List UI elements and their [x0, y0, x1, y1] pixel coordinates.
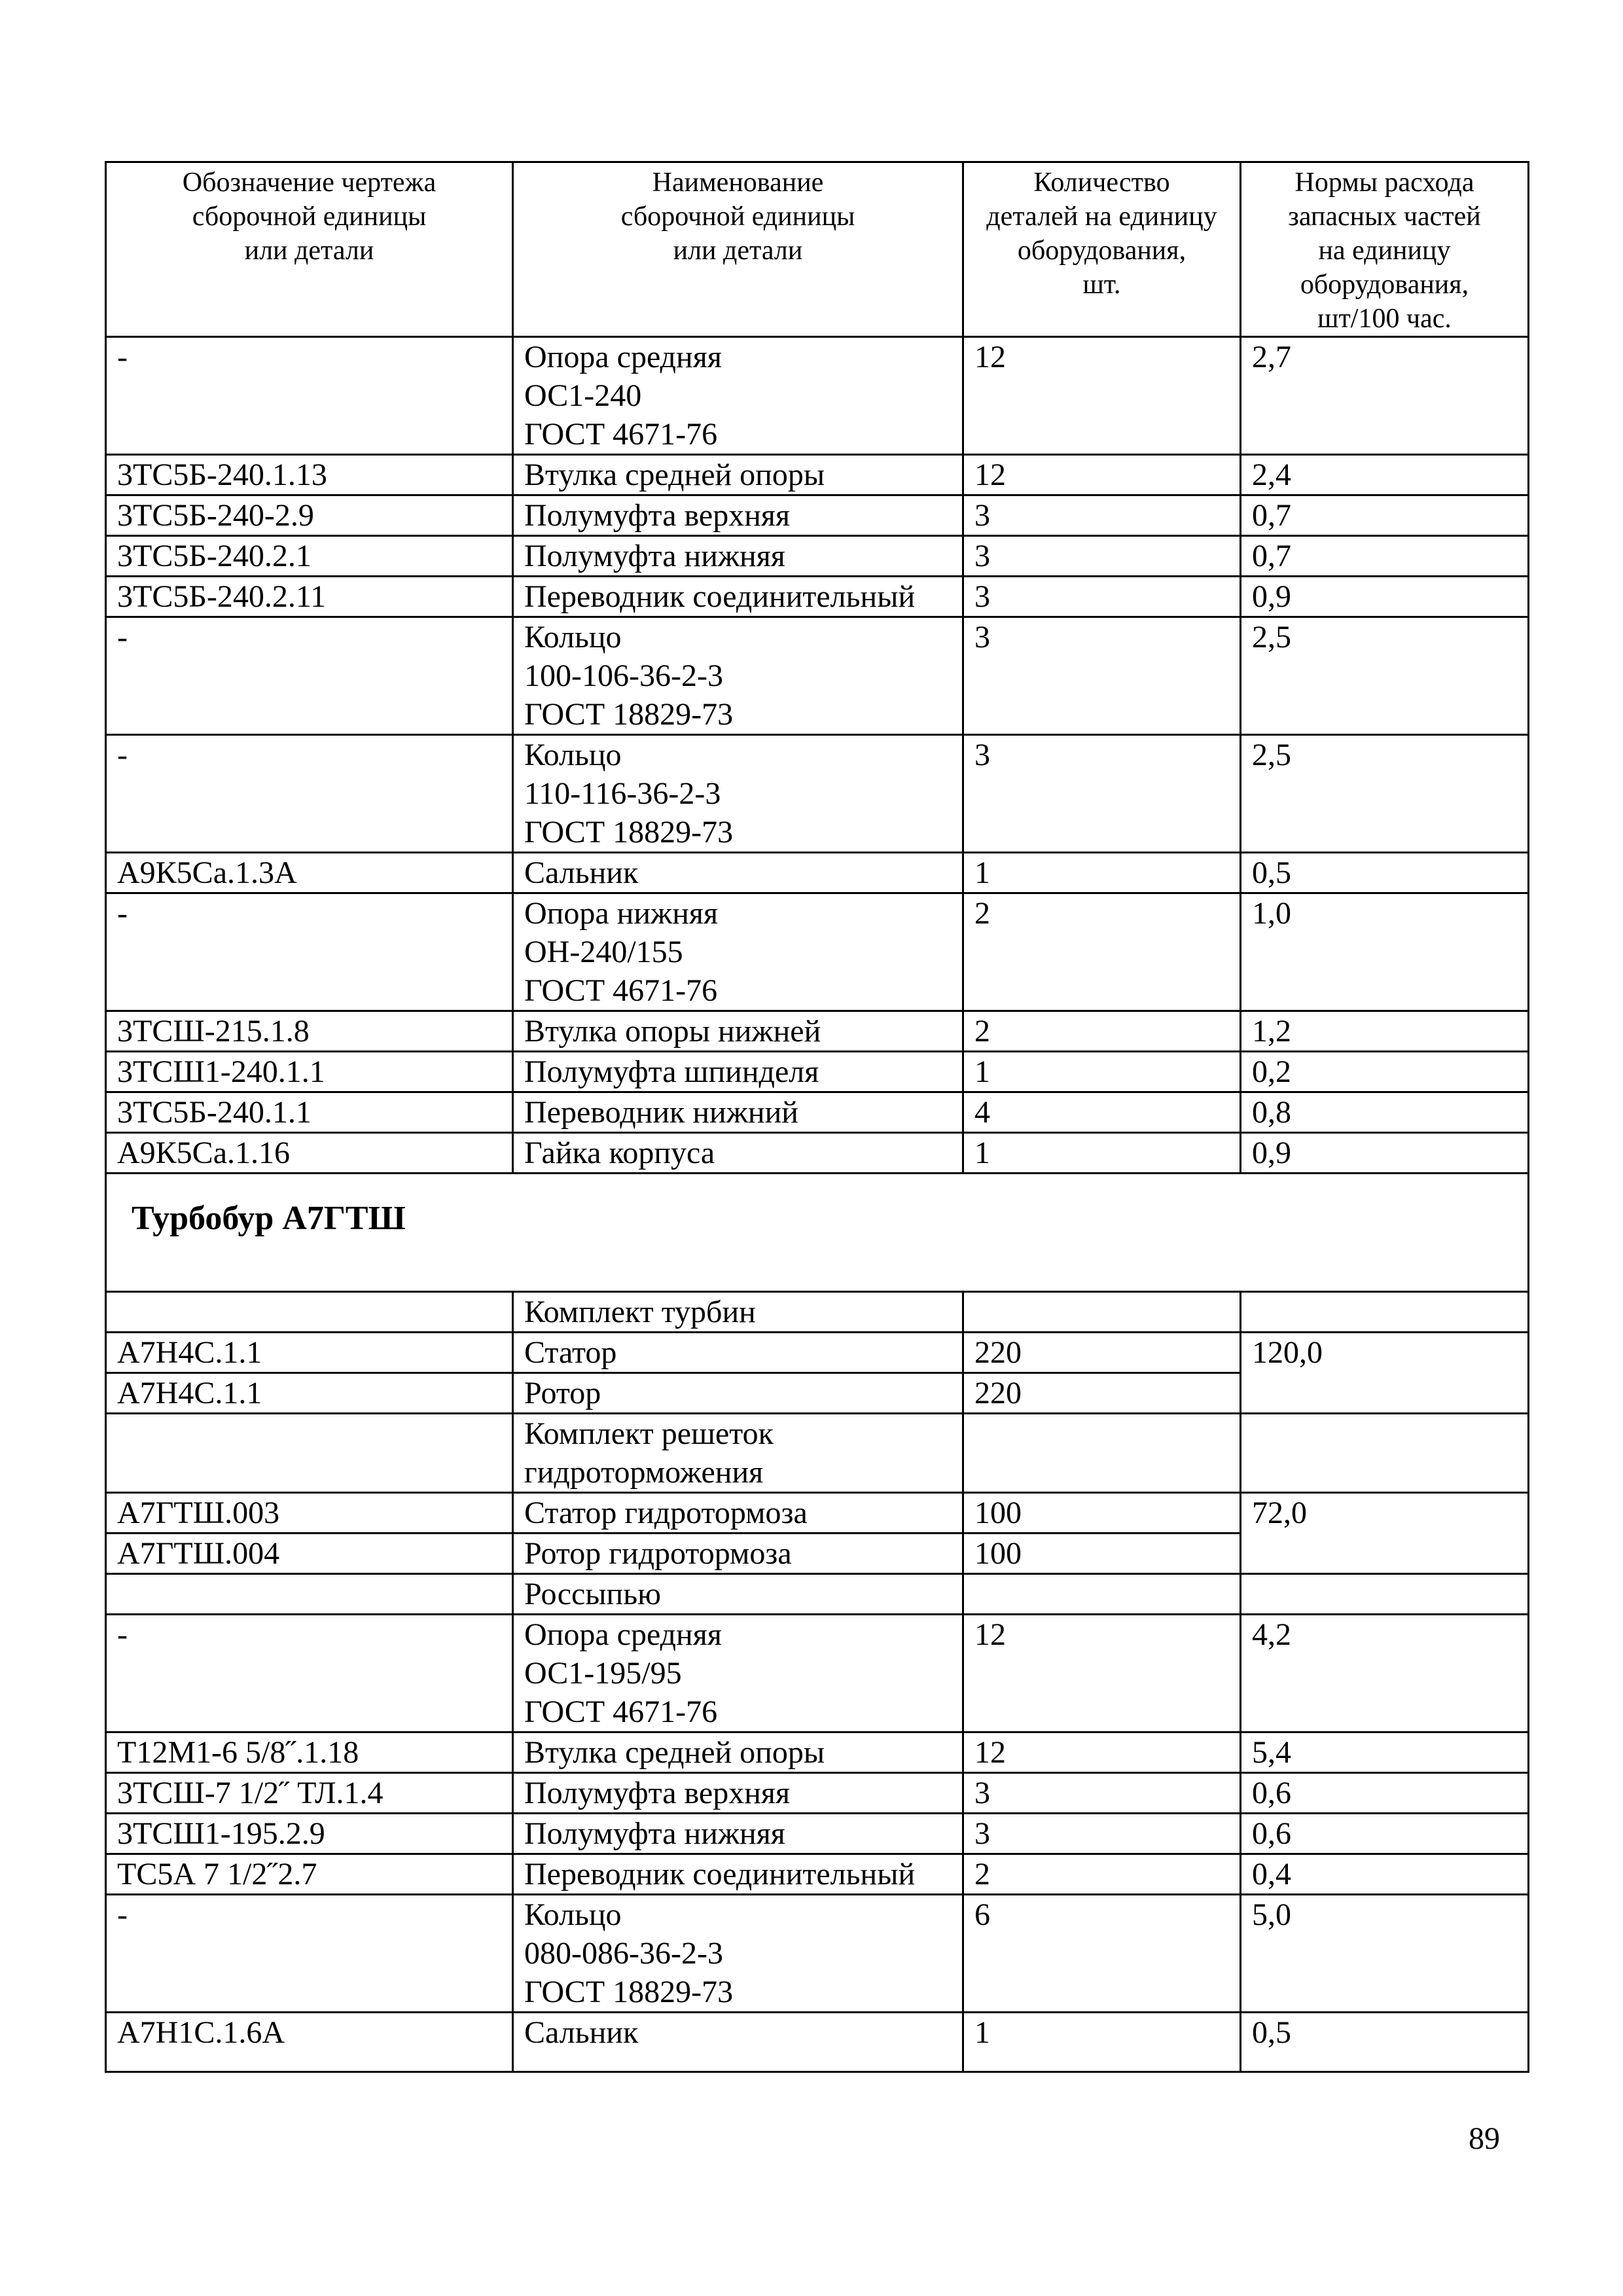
item-name-cell: Переводник соединительный — [513, 577, 963, 617]
table-row — [106, 1814, 1529, 1854]
section-1-rows — [106, 337, 1529, 1174]
drawing-code-cell: А7Н4С.1.1 — [106, 1333, 513, 1373]
item-name-cell: Опора нижняя ОН-240/155 ГОСТ 4671-76 — [513, 893, 963, 1011]
item-name-cell: Опора средняя ОС1-195/95 ГОСТ 4671-76 — [513, 1615, 963, 1732]
table-row — [106, 735, 1529, 853]
item-name-cell: Втулка средней опоры — [513, 455, 963, 495]
table-row — [106, 1732, 1529, 1773]
quantity-cell: 220 — [963, 1373, 1241, 1414]
drawing-code-cell: 3ТСШ1-195.2.9 — [106, 1814, 513, 1854]
table-row — [106, 577, 1529, 617]
norm-cell: 2,5 — [1241, 735, 1529, 853]
item-name-cell: Опора средняя ОС1-240 ГОСТ 4671-76 — [513, 337, 963, 455]
item-name-cell: Переводник нижний — [513, 1092, 963, 1133]
item-name-cell: Кольцо 110-116-36-2-3 ГОСТ 18829-73 — [513, 735, 963, 853]
quantity-cell: 6 — [963, 1895, 1241, 2013]
quantity-cell: 2 — [963, 1854, 1241, 1895]
norm-cell: 0,4 — [1241, 1854, 1529, 1895]
table-row — [106, 893, 1529, 1011]
quantity-cell: 3 — [963, 617, 1241, 735]
drawing-code-cell: 3ТСШ-215.1.8 — [106, 1011, 513, 1052]
drawing-code-cell: 3ТС5Б-240-2.9 — [106, 495, 513, 536]
drawing-code-cell: - — [106, 735, 513, 853]
group-row-turbines — [106, 1292, 1529, 1333]
table-row — [106, 1773, 1529, 1814]
norm-cell: 0,5 — [1241, 853, 1529, 893]
item-name-cell: Кольцо 080-086-36-2-3 ГОСТ 18829-73 — [513, 1895, 963, 2013]
table-row — [106, 1895, 1529, 2013]
norm-cell: 1,2 — [1241, 1011, 1529, 1052]
table-row — [106, 1133, 1529, 1174]
norm-cell: 1,0 — [1241, 893, 1529, 1011]
item-name-cell: Переводник соединительный — [513, 1854, 963, 1895]
drawing-code-cell: - — [106, 1895, 513, 2013]
norm-cell: 0,5 — [1241, 2013, 1529, 2072]
table-row — [106, 1052, 1529, 1092]
quantity-cell: 100 — [963, 1534, 1241, 1574]
drawing-code-cell: 3ТСШ-7 1/2˝ ТЛ.1.4 — [106, 1773, 513, 1814]
norm-cell: 120,0 — [1241, 1333, 1529, 1414]
table-row — [106, 1333, 1529, 1373]
norm-cell: 0,7 — [1241, 495, 1529, 536]
header-consumption-norm: Нормы расхода запасных частей на единицу оборудования, шт/100 час. — [1241, 162, 1529, 337]
norm-cell: 2,4 — [1241, 455, 1529, 495]
quantity-cell: 4 — [963, 1092, 1241, 1133]
drawing-code-cell: А9К5Са.1.3А — [106, 853, 513, 893]
norm-cell: 72,0 — [1241, 1493, 1529, 1574]
drawing-code-cell: А7Н4С.1.1 — [106, 1373, 513, 1414]
drawing-code-cell: А9К5Са.1.16 — [106, 1133, 513, 1174]
quantity-cell: 12 — [963, 1732, 1241, 1773]
drawing-code-cell: А7Н1С.1.6А — [106, 2013, 513, 2072]
norm-cell: 0,6 — [1241, 1773, 1529, 1814]
section-2-rows — [106, 1615, 1529, 2072]
item-name-cell: Втулка средней опоры — [513, 1732, 963, 1773]
quantity-cell: 12 — [963, 1615, 1241, 1732]
page-number: 89 — [1469, 2121, 1500, 2156]
table-row — [106, 1011, 1529, 1052]
item-name-cell: Полумуфта шпинделя — [513, 1052, 963, 1092]
drawing-code-cell: 3ТС5Б-240.2.1 — [106, 536, 513, 577]
item-name-cell: Кольцо 100-106-36-2-3 ГОСТ 18829-73 — [513, 617, 963, 735]
norm-cell: 0,9 — [1241, 1133, 1529, 1174]
section-2 — [106, 1174, 1529, 1615]
drawing-code-cell: ТС5А 7 1/2˝2.7 — [106, 1854, 513, 1895]
drawing-code-cell: Т12М1-6 5/8˝.1.18 — [106, 1732, 513, 1773]
table-row — [106, 455, 1529, 495]
norm-cell: 4,2 — [1241, 1615, 1529, 1732]
item-name-cell: Полумуфта нижняя — [513, 536, 963, 577]
drawing-code-cell: А7ГТШ.004 — [106, 1534, 513, 1574]
spare-parts-table — [105, 161, 1529, 2073]
header-row — [106, 162, 1529, 337]
drawing-code-cell: 3ТС5Б-240.1.1 — [106, 1092, 513, 1133]
quantity-cell: 1 — [963, 1052, 1241, 1092]
table-row — [106, 1092, 1529, 1133]
quantity-cell: 3 — [963, 1814, 1241, 1854]
item-name-cell: Полумуфта верхняя — [513, 495, 963, 536]
item-name-cell: Статор гидротормоза — [513, 1493, 963, 1534]
quantity-cell: 12 — [963, 337, 1241, 455]
table-row — [106, 853, 1529, 893]
norm-cell: 5,4 — [1241, 1732, 1529, 1773]
item-name-cell: Полумуфта верхняя — [513, 1773, 963, 1814]
norm-cell: 5,0 — [1241, 1895, 1529, 2013]
quantity-cell: 1 — [963, 853, 1241, 893]
group-row-grids — [106, 1414, 1529, 1493]
table-row — [106, 617, 1529, 735]
norm-cell: 0,8 — [1241, 1092, 1529, 1133]
section-title: Турбобур А7ГТШ — [132, 1200, 406, 1237]
quantity-cell: 1 — [963, 2013, 1241, 2072]
quantity-cell: 3 — [963, 577, 1241, 617]
drawing-code-cell: 3ТС5Б-240.2.11 — [106, 577, 513, 617]
norm-cell: 0,2 — [1241, 1052, 1529, 1092]
table-row — [106, 2013, 1529, 2072]
item-name-cell: Сальник — [513, 853, 963, 893]
item-name-cell: Ротор гидротормоза — [513, 1534, 963, 1574]
quantity-cell: 12 — [963, 455, 1241, 495]
drawing-code-cell: 3ТС5Б-240.1.13 — [106, 455, 513, 495]
table-row — [106, 1854, 1529, 1895]
section-title-row — [106, 1174, 1529, 1292]
quantity-cell: 2 — [963, 893, 1241, 1011]
header-drawing-code: Обозначение чертежа сборочной единицы или детали — [106, 162, 513, 337]
group-label-grids: Комплект решеток гидроторможения — [513, 1414, 963, 1493]
quantity-cell: 3 — [963, 495, 1241, 536]
drawing-code-cell: - — [106, 893, 513, 1011]
table-row — [106, 1615, 1529, 1732]
group-label-loose: Россыпью — [513, 1574, 963, 1615]
drawing-code-cell: - — [106, 1615, 513, 1732]
norm-cell: 2,7 — [1241, 337, 1529, 455]
item-name-cell: Сальник — [513, 2013, 963, 2072]
table-row — [106, 536, 1529, 577]
table-row — [106, 495, 1529, 536]
quantity-cell: 3 — [963, 735, 1241, 853]
quantity-cell: 100 — [963, 1493, 1241, 1534]
item-name-cell: Втулка опоры нижней — [513, 1011, 963, 1052]
norm-cell: 2,5 — [1241, 617, 1529, 735]
norm-cell: 0,6 — [1241, 1814, 1529, 1854]
header-item-name: Наименование сборочной единицы или детали — [513, 162, 963, 337]
drawing-code-cell: 3ТСШ1-240.1.1 — [106, 1052, 513, 1092]
item-name-cell: Статор — [513, 1333, 963, 1373]
quantity-cell: 3 — [963, 536, 1241, 577]
item-name-cell: Полумуфта нижняя — [513, 1814, 963, 1854]
quantity-cell: 1 — [963, 1133, 1241, 1174]
group-label-turbines: Комплект турбин — [513, 1292, 963, 1333]
item-name-cell: Ротор — [513, 1373, 963, 1414]
drawing-code-cell: - — [106, 337, 513, 455]
header-quantity: Количество деталей на единицу оборудования, шт. — [963, 162, 1241, 337]
group-row-loose — [106, 1574, 1529, 1615]
item-name-cell: Гайка корпуса — [513, 1133, 963, 1174]
drawing-code-cell: - — [106, 617, 513, 735]
table-row — [106, 1493, 1529, 1534]
table-row — [106, 337, 1529, 455]
norm-cell: 0,9 — [1241, 577, 1529, 617]
norm-cell: 0,7 — [1241, 536, 1529, 577]
quantity-cell: 220 — [963, 1333, 1241, 1373]
quantity-cell: 3 — [963, 1773, 1241, 1814]
quantity-cell: 2 — [963, 1011, 1241, 1052]
drawing-code-cell: А7ГТШ.003 — [106, 1493, 513, 1534]
